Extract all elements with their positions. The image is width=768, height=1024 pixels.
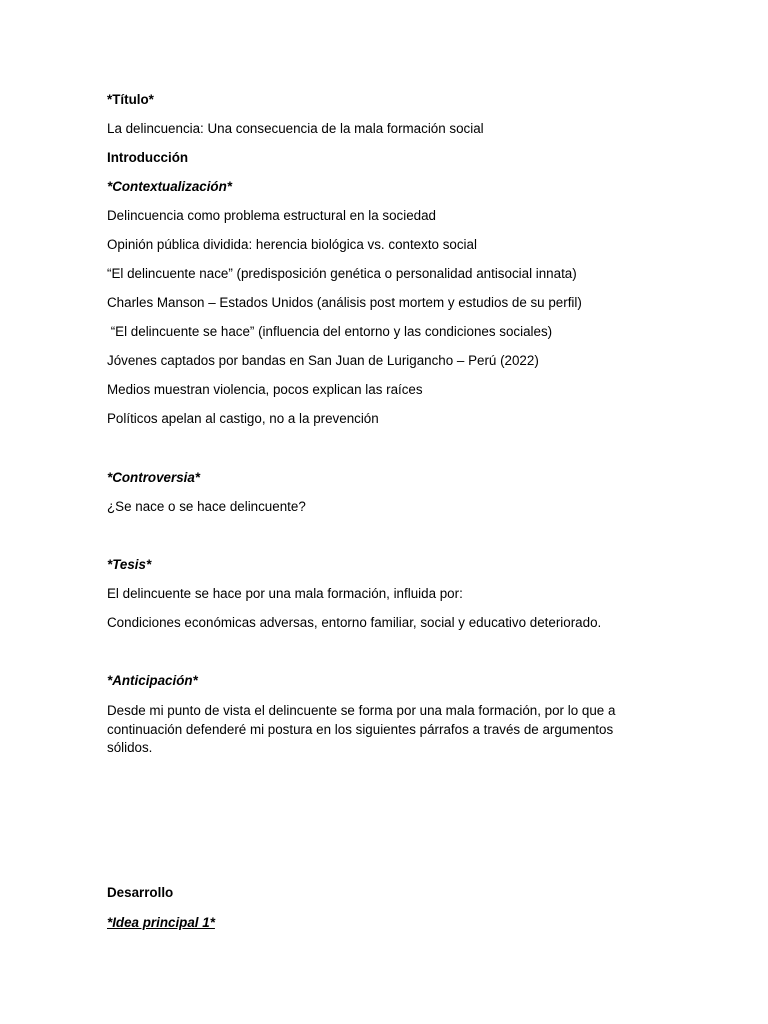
contextualizacion-heading: *Contextualización* (107, 179, 233, 194)
titulo-label: *Título* (107, 92, 154, 107)
contextualizacion-item: “El delincuente se hace” (influencia del entorno y las condiciones sociales) (107, 324, 553, 339)
tesis-line-2: Condiciones económicas adversas, entorno familiar, social y educativo deteriorado. (107, 615, 602, 630)
contextualizacion-item: Medios muestran violencia, pocos explican las raíces (107, 382, 423, 397)
contextualizacion-item: “El delincuente nace” (predisposición genética o personalidad antisocial innata) (107, 266, 577, 281)
contextualizacion-item: Delincuencia como problema estructural en la sociedad (107, 208, 436, 223)
contextualizacion-item: Políticos apelan al castigo, no a la prevención (107, 411, 379, 426)
anticipacion-text: Desde mi punto de vista el delincuente se forma por una mala formación, por lo que a continuación defenderé mi postura en los siguientes párrafos a través de argumentos sólidos. (107, 703, 616, 755)
contextualizacion-item: Charles Manson – Estados Unidos (análisis post mortem y estudios de su perfil) (107, 295, 582, 310)
controversia-text: ¿Se nace o se hace delincuente? (107, 499, 306, 514)
titulo-text: La delincuencia: Una consecuencia de la mala formación social (107, 121, 484, 136)
idea-principal-1-heading: *Idea principal 1* (107, 915, 215, 930)
introduccion-heading: Introducción (107, 150, 189, 165)
tesis-heading: *Tesis* (107, 557, 152, 572)
anticipacion-heading: *Anticipación* (107, 673, 198, 688)
contextualizacion-item: Jóvenes captados por bandas en San Juan de Lurigancho – Perú (2022) (107, 353, 539, 368)
desarrollo-heading: Desarrollo (107, 885, 174, 900)
contextualizacion-item: Opinión pública dividida: herencia biológica vs. contexto social (107, 237, 477, 252)
controversia-heading: *Controversia* (107, 470, 201, 485)
tesis-line-1: El delincuente se hace por una mala formación, influida por: (107, 586, 463, 601)
